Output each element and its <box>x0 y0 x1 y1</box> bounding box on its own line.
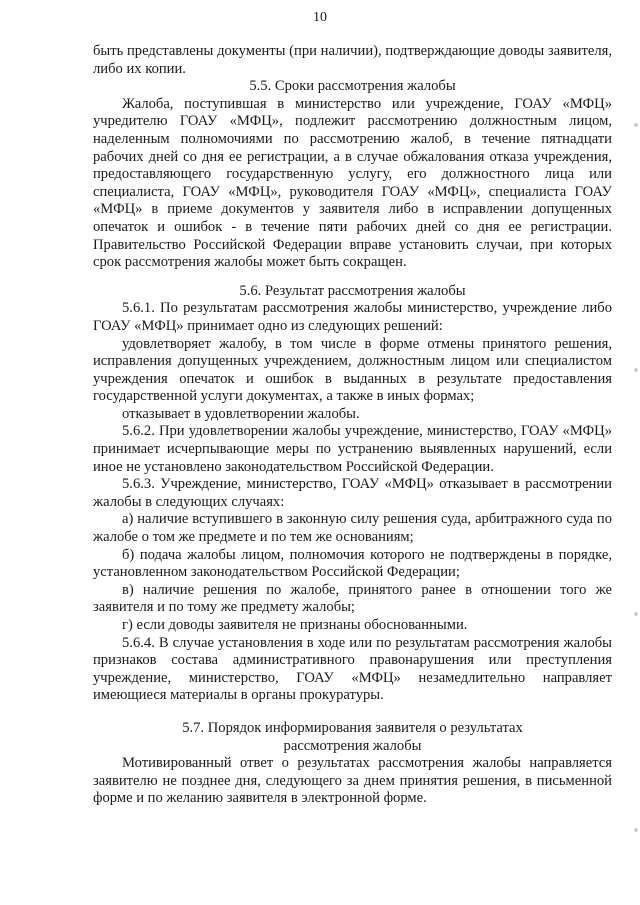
section-heading-5-5: 5.5. Сроки рассмотрения жалобы <box>249 78 456 95</box>
document-body <box>93 43 612 808</box>
paragraph-5-6-4: 5.6.4. В случае установления в ходе или по результатам рассмотрения жалобы признаков состава административного правонарушения или преступления учреждение, министерство, ГОАУ «МФЦ» незамедлительно направляет имеющиеся материалы в органы прокуратуры. <box>93 634 612 704</box>
section-heading-5-7-line1: 5.7. Порядок информирования заявителя о результатах <box>182 719 523 736</box>
section-heading-5-7-line2: рассмотрения жалобы <box>283 737 422 754</box>
scan-mark <box>634 612 638 616</box>
section-heading-5-6: 5.6. Результат рассмотрения жалобы <box>239 282 466 299</box>
paragraph-satisfies-complaint: удовлетворяет жалобу, в том числе в форме отмены принятого решения, исправления допущенных учреждением, должностным лицом или специалистом учреждения опечаток и ошибок в выданных в результате предоставления государственной услуги документах, а также в иных формах; <box>93 335 612 405</box>
paragraph-review-terms: Жалоба, поступившая в министерство или учреждение, ГОАУ «МФЦ» учредителю ГОАУ «МФЦ», подлежит рассмотрению должностным лицом, наделенным полномочиями по рассмотрению жалоб, в течение пятнадцати рабочих дней со дня ее регистрации, а в случае обжалования отказа учреждения, предоставляющего государственную услугу, его должностного лица или специалиста, ГОАУ «МФЦ», руководителя ГОАУ «МФЦ», специалиста ГОАУ «МФЦ» в приеме документов у заявителя либо в исправлении допущенных опечаток и ошибок - в течение пяти рабочих дней со дня ее регистрации. Правительство Российской Федерации вправе установить случаи, при которых срок рассмотрения жалобы может быть сокращен. <box>93 95 612 271</box>
paragraph-motivated-answer: Мотивированный ответ о результатах рассмотрения жалобы направляется заявителю не позднее дня, следующего за днем принятия решения, в письменной форме и по желанию заявителя в электронной форме. <box>93 755 612 807</box>
paragraph-5-6-2: 5.6.2. При удовлетворении жалобы учреждение, министерство, ГОАУ «МФЦ» принимает исчерпывающие меры по устранению выявленных нарушений, если иное не установлено законодательством Российской Федерации. <box>93 423 612 475</box>
paragraph-continuation: быть представлены документы (при наличии), подтверждающие доводы заявителя, либо их копии. <box>93 43 612 77</box>
scan-mark <box>634 123 638 127</box>
paragraph-refuses-complaint: отказывает в удовлетворении жалобы. <box>122 405 360 422</box>
scan-mark <box>634 828 638 832</box>
list-item-g: г) если доводы заявителя не признаны обоснованными. <box>122 617 468 633</box>
list-item-v: в) наличие решения по жалобе, принятого ранее в отношении того же заявителя и по тому же предмету жалобы; <box>93 581 612 616</box>
list-item-a: а) наличие вступившего в законную силу решения суда, арбитражного суда по жалобе о том же предмете и по тем же основаниям; <box>93 511 612 546</box>
page-number: 10 <box>313 10 327 25</box>
list-item-b: б) подача жалобы лицом, полномочия которого не подтверждены в порядке, установленном законодательством Российской Федерации; <box>93 546 612 581</box>
scan-mark <box>634 368 638 372</box>
paragraph-5-6-1: 5.6.1. По результатам рассмотрения жалобы министерство, учреждение либо ГОАУ «МФЦ» принимает одно из следующих решений: <box>93 300 612 334</box>
paragraph-5-6-3: 5.6.3. Учреждение, министерство, ГОАУ «МФЦ» отказывает в рассмотрении жалобы в следующих случаях: <box>93 476 612 510</box>
